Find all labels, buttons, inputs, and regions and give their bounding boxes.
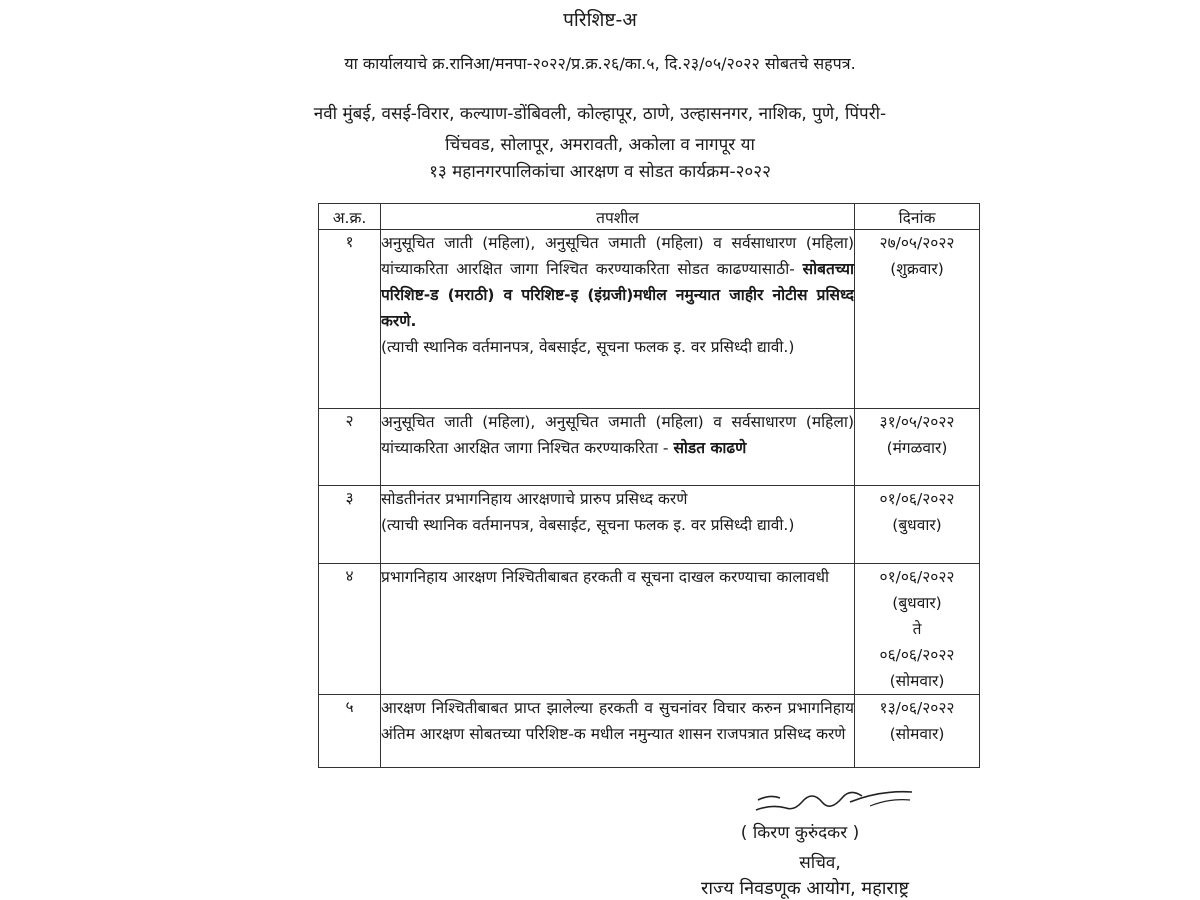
row-day-line: (सोमवार)	[889, 725, 945, 743]
reference-line: या कार्यालयाचे क्र.रानिआ/मनपा-२०२२/प्र.क्र.२६/का.५, दि.२३/०५/२०२२ सोबतचे सहपत्र.	[344, 54, 856, 73]
row-day-end: (सोमवार)	[889, 672, 945, 690]
row-date-line: ०१/०६/२०२२	[879, 490, 955, 508]
row-serial: ४	[319, 564, 381, 695]
row-description	[381, 695, 855, 768]
row-date	[855, 564, 980, 695]
row-day-line: (शुक्रवार)	[890, 260, 944, 278]
row-description-note: (त्याची स्थानिक वर्तमानपत्र, वेबसाईट, सूचना फलक इ. वर प्रसिध्दी द्यावी.)	[381, 516, 795, 534]
row-description	[381, 409, 855, 486]
row-date	[855, 230, 980, 409]
table-row	[319, 409, 980, 486]
row-description-bold: सोबतच्या परिशिष्ट-ड (मराठी) व परिशिष्ट-इ (इंग्रजी)मधील नमुन्यात जाहीर नोटीस प्रसिध्द करणे.	[381, 260, 854, 330]
row-description	[381, 564, 855, 695]
row-date-line: २७/०५/२०२२	[879, 234, 955, 252]
table-row	[319, 695, 980, 768]
row-day-line: (बुधवार)	[892, 516, 942, 534]
header-details: तपशील	[381, 204, 855, 230]
schedule-table	[318, 203, 980, 768]
row-description-text: आरक्षण निश्चितीबाबत प्राप्त झालेल्या हरकती व सुचनांवर विचार करुन प्रभागनिहाय अंतिम आरक्षण सोबतच्या परिशिष्ट-क मधील नमुन्यात शासन राजपत्रात प्रसिध्द करणे	[381, 699, 854, 743]
signatory-designation: सचिव,	[799, 853, 841, 873]
row-date-start: ०१/०६/२०२२	[879, 568, 955, 586]
table-header-row	[319, 204, 980, 230]
row-serial: २	[319, 409, 381, 486]
row-serial: ५	[319, 695, 381, 768]
header-date: दिनांक	[855, 204, 980, 230]
row-serial: ३	[319, 486, 381, 564]
program-title: १३ महानगरपालिकांचा आरक्षण व सोडत कार्यक्रम-२०२२	[429, 162, 771, 182]
document-title: परिशिष्ट-अ	[563, 9, 637, 31]
table-row	[319, 564, 980, 695]
row-date	[855, 695, 980, 768]
row-description-text: अनुसूचित जाती (महिला), अनुसूचित जमाती (महिला) व सर्वसाधारण (महिला) यांच्याकरिता आरक्षित जागा निश्चित करण्याकरिता -	[381, 413, 854, 457]
row-description	[381, 230, 855, 409]
row-date-to: ते	[912, 620, 922, 638]
row-date-line: १३/०६/२०२२	[879, 699, 955, 717]
row-description-bold: सोडत काढणे	[673, 439, 747, 457]
header-serial: अ.क्र.	[319, 204, 381, 230]
row-description-text: प्रभागनिहाय आरक्षण निश्चितीबाबत हरकती व सूचना दाखल करण्याचा कालावधी	[381, 568, 830, 586]
row-day-line: (मंगळवार)	[886, 439, 948, 457]
cities-line-1: नवी मुंबई, वसई-विरार, कल्याण-डोंबिवली, कोल्हापूर, ठाणे, उल्हासनगर, नाशिक, पुणे, पिंपरी-	[313, 104, 887, 124]
row-date	[855, 409, 980, 486]
row-day-start: (बुधवार)	[892, 594, 942, 612]
row-description	[381, 486, 855, 564]
row-date-end: ०६/०६/२०२२	[879, 646, 955, 664]
cities-line-2: चिंचवड, सोलापूर, अमरावती, अकोला व नागपूर या	[445, 135, 755, 155]
signatory-name: ( किरण कुरुंदकर )	[740, 823, 860, 843]
row-description-note: (त्याची स्थानिक वर्तमानपत्र, वेबसाईट, सूचना फलक इ. वर प्रसिध्दी द्यावी.)	[381, 338, 795, 356]
row-description-text: अनुसूचित जाती (महिला), अनुसूचित जमाती (महिला) व सर्वसाधारण (महिला) यांच्याकरिता आरक्षित जागा निश्चित करण्याकरिता सोडत काढण्यासाठी-	[381, 234, 854, 278]
table-row	[319, 486, 980, 564]
table-row	[319, 230, 980, 409]
row-serial: १	[319, 230, 381, 409]
row-description-text: सोडतीनंतर प्रभागनिहाय आरक्षणाचे प्रारुप प्रसिध्द करणे	[381, 490, 688, 508]
signatory-office: राज्य निवडणूक आयोग, महाराष्ट्र	[701, 878, 909, 899]
row-date-line: ३१/०५/२०२२	[879, 413, 955, 431]
row-date	[855, 486, 980, 564]
